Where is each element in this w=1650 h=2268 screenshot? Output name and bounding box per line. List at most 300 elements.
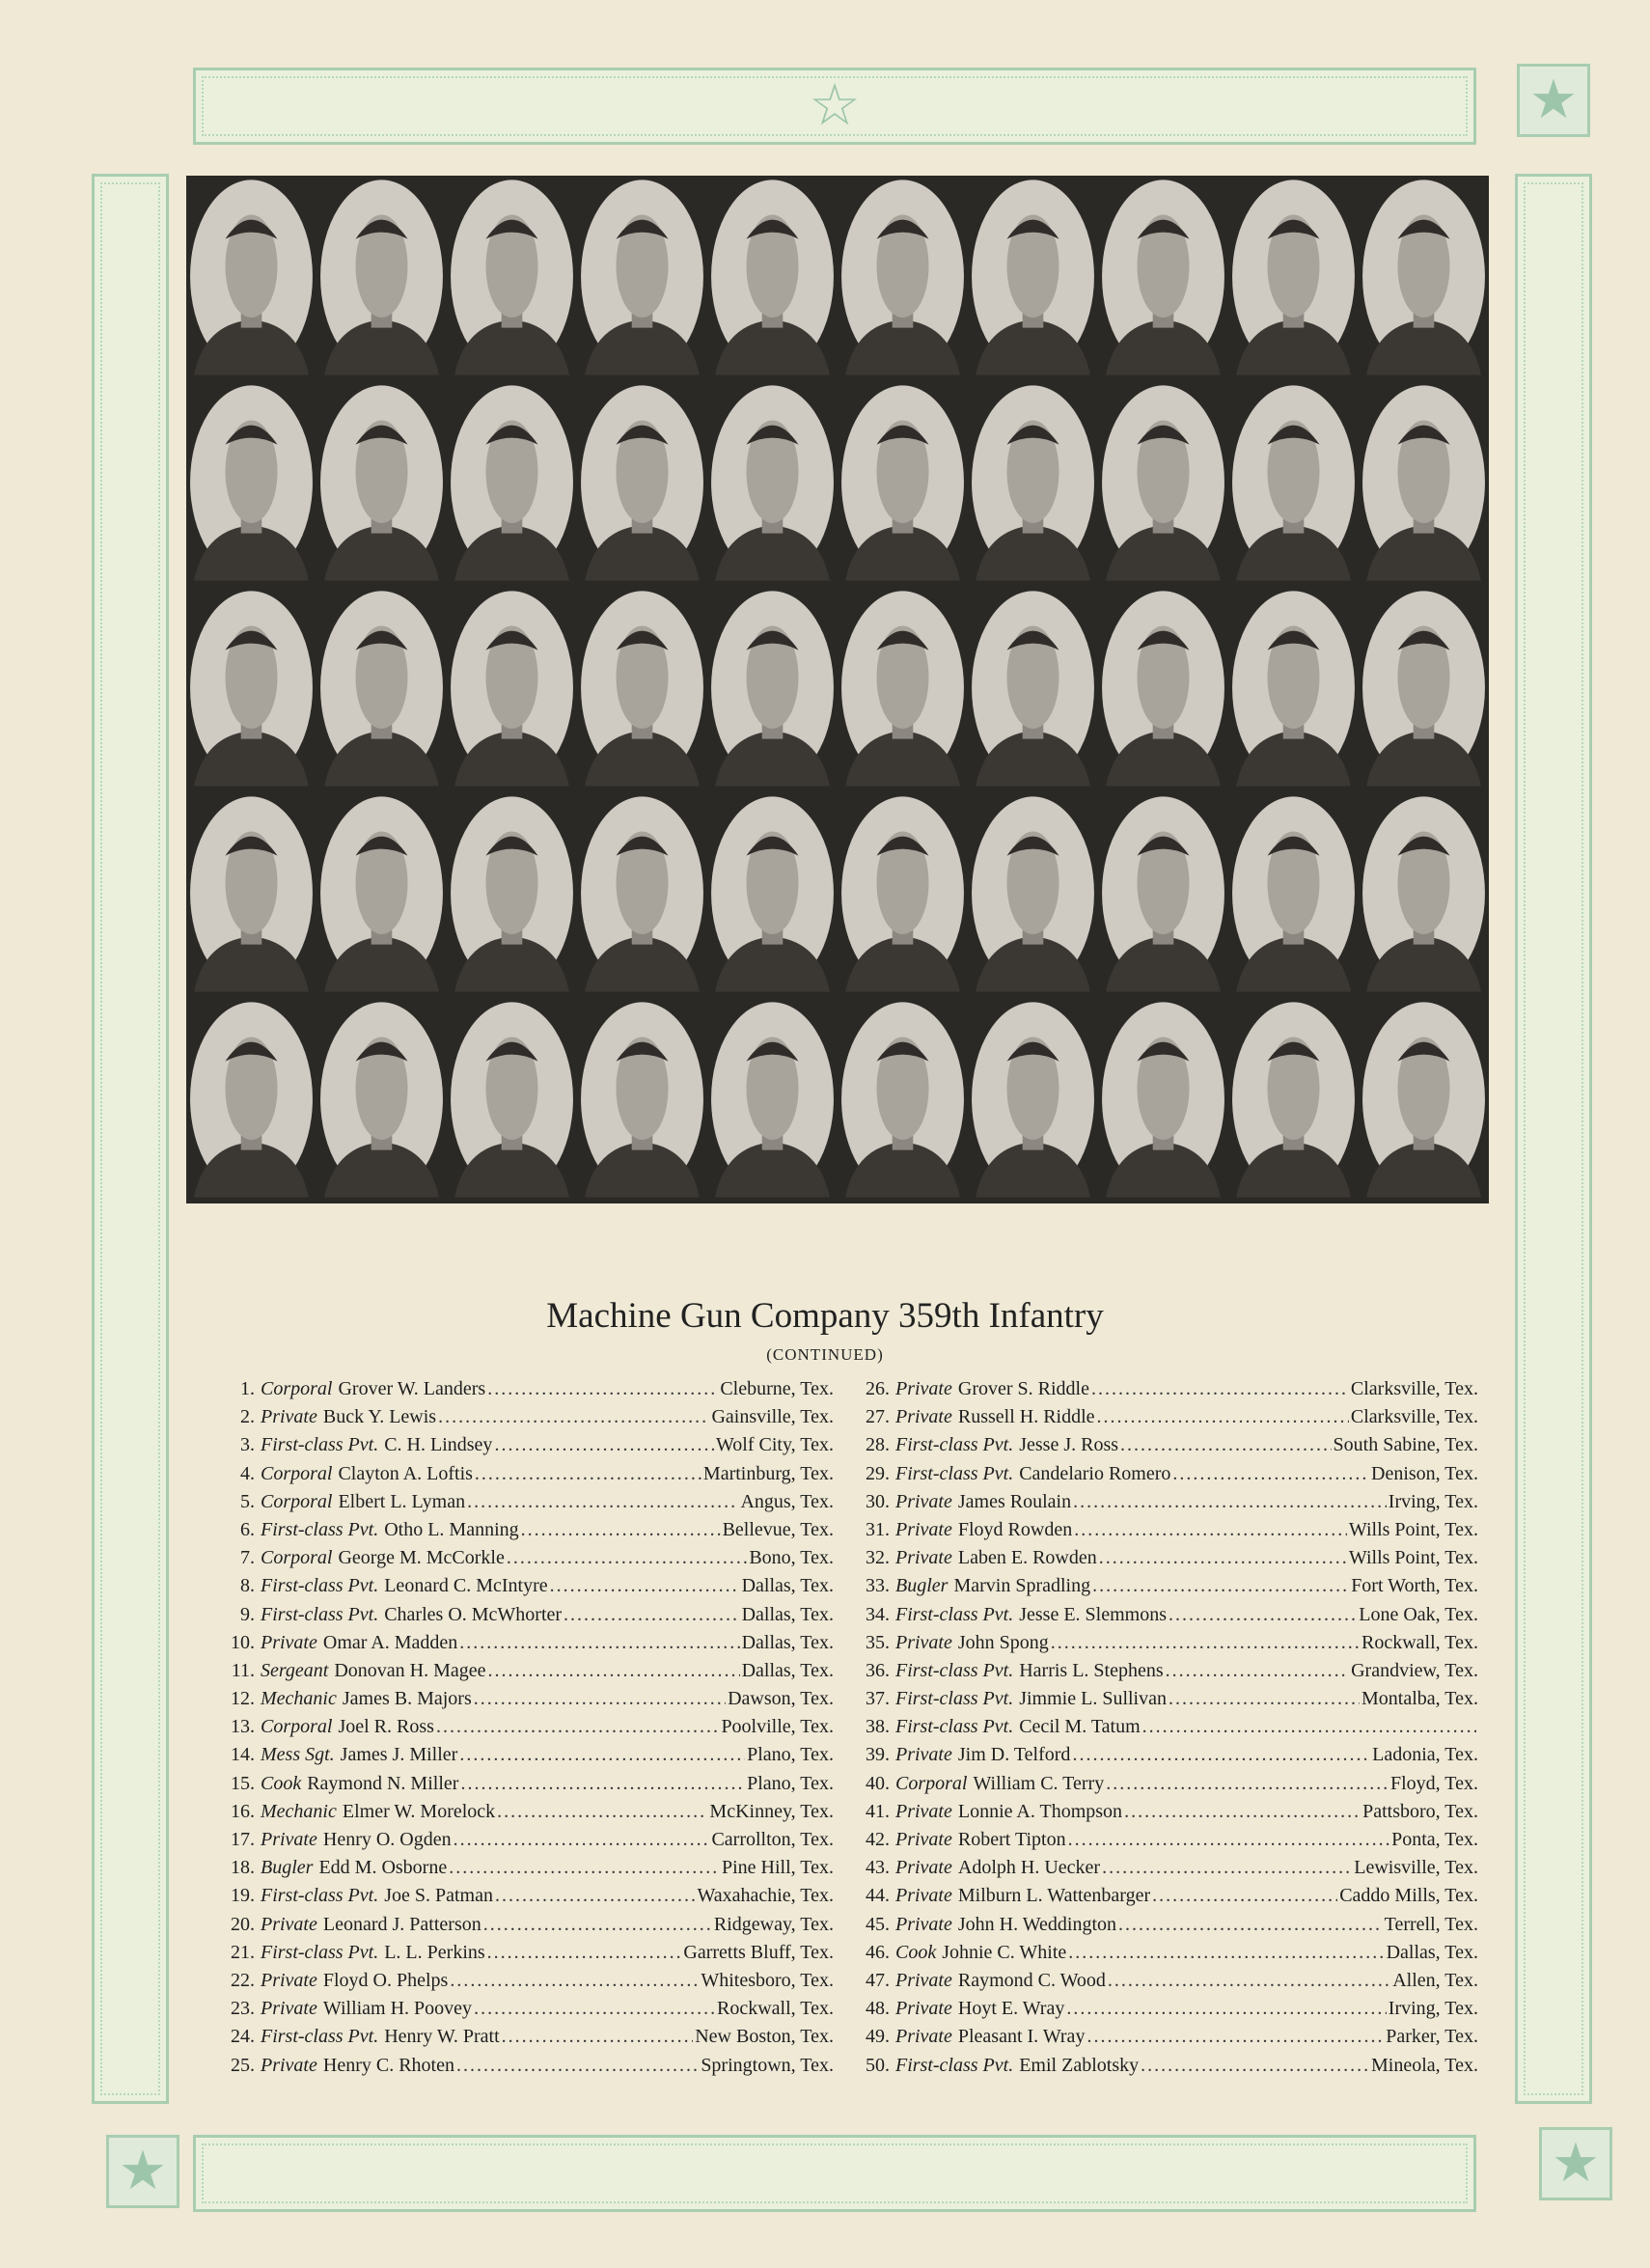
roster-hometown: Poolville, Tex. (721, 1716, 834, 1738)
roster-entry (224, 1773, 834, 1801)
portrait-photo (1102, 385, 1224, 580)
roster-entry (224, 1604, 834, 1632)
roster-name: Milburn L. Wattenbarger (957, 1885, 1151, 1907)
roster-number: 35. (866, 1631, 890, 1653)
portrait-photo (972, 796, 1094, 991)
leader-dots (1166, 1660, 1349, 1682)
roster-entry (224, 1575, 834, 1603)
roster-entry (859, 1801, 1478, 1829)
roster-rank: First-class Pvt. (261, 1885, 379, 1907)
roster-entry (224, 1632, 834, 1660)
portrait-photo (320, 1002, 443, 1197)
roster-name: Raymond C. Wood (957, 1969, 1106, 1991)
roster-name: John Spong (957, 1631, 1049, 1653)
roster-hometown: Ladonia, Tex. (1372, 1744, 1478, 1766)
portrait-photo (972, 180, 1094, 374)
roster-name: Clayton A. Loftis (338, 1462, 473, 1484)
roster-rank: Private (895, 2026, 952, 2048)
roster-number: 7. (240, 1547, 255, 1569)
leader-dots (474, 1688, 726, 1710)
leader-dots (474, 1998, 715, 2020)
roster-hometown: Garretts Bluff, Tex. (683, 1941, 834, 1963)
roster-number: 32. (866, 1547, 890, 1569)
roster-entry (224, 1519, 834, 1547)
roster-name: Jesse J. Ross (1019, 1434, 1119, 1456)
roster-hometown: Floyd, Tex. (1389, 1772, 1478, 1794)
roster-hometown: Gainsville, Tex. (711, 1406, 834, 1428)
roster-entry (859, 1688, 1478, 1716)
portrait-photo (581, 385, 703, 580)
roster-rank: Corporal (261, 1462, 333, 1484)
roster-entry (859, 1406, 1478, 1434)
roster-rank: First-class Pvt. (261, 1575, 379, 1597)
roster-entry (859, 1829, 1478, 1857)
roster-name: Leonard J. Patterson (322, 1913, 481, 1935)
roster-rank: Private (895, 1998, 952, 2020)
portrait-photo (581, 591, 703, 786)
roster-name: Pleasant I. Wray (957, 2026, 1086, 2048)
roster-number: 33. (866, 1575, 890, 1597)
leader-dots (502, 2026, 694, 2048)
roster-hometown: Montalba, Tex. (1361, 1688, 1478, 1710)
roster-name: L. L. Perkins (384, 1941, 485, 1963)
leader-dots (564, 1604, 740, 1626)
leader-dots (497, 1801, 707, 1823)
roster-number: 16. (231, 1800, 255, 1822)
portrait-photo (841, 1002, 964, 1197)
roster-entry (224, 2055, 834, 2083)
roster-hometown: Lone Oak, Tex. (1359, 1603, 1478, 1625)
roster-number: 11. (231, 1659, 255, 1681)
roster-rank: First-class Pvt. (895, 1603, 1014, 1625)
roster-number: 25. (231, 2054, 255, 2076)
roster-name: Donovan H. Magee (334, 1659, 486, 1681)
roster-rank: Mechanic (261, 1688, 337, 1710)
roster-hometown: Parker, Tex. (1386, 2026, 1478, 2048)
roster-number: 27. (866, 1406, 890, 1428)
roster-entry (224, 1463, 834, 1491)
roster-hometown: Ridgeway, Tex. (713, 1913, 834, 1935)
portrait-photo (581, 180, 703, 374)
roster-rank: First-class Pvt. (895, 1434, 1014, 1456)
portrait-photo (711, 591, 834, 786)
bottom-ornamental-border (193, 2135, 1476, 2212)
roster-rank: Bugler (261, 1857, 314, 1879)
portrait-photo (711, 796, 834, 991)
roster-number: 43. (866, 1857, 890, 1879)
roster-hometown: Lewisville, Tex. (1354, 1857, 1478, 1879)
roster-rank: Private (895, 1829, 952, 1850)
roster-number: 12. (231, 1688, 255, 1710)
roster-number: 46. (866, 1941, 890, 1963)
roster-name: Henry O. Ogden (322, 1829, 452, 1850)
roster-name: Elbert L. Lyman (338, 1490, 466, 1512)
portrait-photo (841, 180, 964, 374)
roster-number: 15. (231, 1772, 255, 1794)
roster-number: 44. (866, 1885, 890, 1907)
roster-number: 5. (240, 1490, 255, 1512)
roster-entry (224, 2026, 834, 2054)
roster-name: John H. Weddington (957, 1913, 1117, 1935)
leader-dots (550, 1575, 740, 1597)
portrait-photo (581, 1002, 703, 1197)
leader-dots (1108, 1970, 1390, 1992)
roster-entry (224, 1970, 834, 1998)
portrait-photo (320, 385, 443, 580)
roster-name: Buck Y. Lewis (322, 1406, 437, 1428)
roster-name: Laben E. Rowden (957, 1547, 1097, 1569)
portrait-photo (841, 591, 964, 786)
leader-dots (436, 1716, 720, 1738)
roster-name: William C. Terry (973, 1772, 1105, 1794)
leader-dots (1051, 1632, 1360, 1654)
roster-name: Candelario Romero (1019, 1462, 1171, 1484)
roster-name: Lonnie A. Thompson (957, 1800, 1123, 1822)
roster-name: Grover S. Riddle (957, 1378, 1089, 1399)
roster-column-left (224, 1378, 834, 2083)
roster-name: Jimmie L. Sullivan (1019, 1688, 1167, 1710)
roster-name: William H. Poovey (322, 1998, 473, 2020)
roster-entry (859, 1378, 1478, 1406)
roster-name: Emil Zablotsky (1019, 2054, 1140, 2076)
roster-name: Raymond N. Miller (307, 1772, 459, 1794)
roster-hometown: Irving, Tex. (1388, 1998, 1478, 2020)
roster-number: 40. (866, 1772, 890, 1794)
portrait-photo (1232, 796, 1355, 991)
roster-entry (224, 1829, 834, 1857)
roster-number: 45. (866, 1913, 890, 1935)
left-ornamental-border (92, 174, 169, 2104)
leader-dots (494, 1434, 714, 1456)
roster-hometown: Martinburg, Tex. (702, 1462, 834, 1484)
roster-number: 4. (240, 1462, 255, 1484)
roster-hometown: Irving, Tex. (1388, 1490, 1478, 1512)
roster-rank: Private (895, 1913, 952, 1935)
leader-dots (1141, 2055, 1369, 2077)
roster-hometown: Whitesboro, Tex. (701, 1969, 834, 1991)
roster-rank: Mechanic (261, 1800, 337, 1822)
portrait-photo (1362, 1002, 1485, 1197)
roster-entry (859, 1885, 1478, 1913)
roster-number: 24. (231, 2026, 255, 2048)
portrait-photo (451, 385, 573, 580)
roster-rank: Corporal (261, 1378, 333, 1399)
roster-hometown: Dallas, Tex. (741, 1603, 834, 1625)
leader-dots (1120, 1434, 1332, 1456)
leader-dots (1073, 1491, 1387, 1513)
roster-name: C. H. Lindsey (384, 1434, 493, 1456)
roster-name: Harris L. Stephens (1019, 1659, 1164, 1681)
roster-name: George M. McCorkle (338, 1547, 505, 1569)
roster-entry (859, 1604, 1478, 1632)
portrait-photo (190, 796, 313, 991)
roster-name: Russell H. Riddle (957, 1406, 1095, 1428)
roster-rank: Bugler (895, 1575, 949, 1597)
roster-number: 49. (866, 2026, 890, 2048)
roster-hometown: Dallas, Tex. (741, 1631, 834, 1653)
roster-number: 29. (866, 1462, 890, 1484)
star-icon: ★ (1539, 2127, 1612, 2200)
roster-entry (859, 1716, 1478, 1744)
roster-entry (859, 1942, 1478, 1970)
page-subtitle: (CONTINUED) (766, 1345, 884, 1364)
roster-rank: First-class Pvt. (261, 2026, 379, 2048)
roster-number: 20. (231, 1913, 255, 1935)
roster-name: Floyd O. Phelps (322, 1969, 449, 1991)
leader-dots (1172, 1463, 1369, 1485)
leader-dots (1152, 1885, 1337, 1907)
leader-dots (1142, 1716, 1476, 1738)
leader-dots (521, 1519, 721, 1541)
roster-number: 1. (240, 1378, 255, 1399)
portrait-photo (1102, 180, 1224, 374)
roster-entry (859, 1744, 1478, 1772)
roster-name: Cecil M. Tatum (1019, 1716, 1141, 1738)
roster-hometown: Waxahachie, Tex. (697, 1885, 834, 1907)
roster-number: 19. (231, 1885, 255, 1907)
roster-entry (859, 1575, 1478, 1603)
portrait-photo (451, 591, 573, 786)
leader-dots (1118, 1914, 1383, 1936)
roster-entry (224, 1660, 834, 1688)
leader-dots (459, 1744, 745, 1766)
portrait-photo (1232, 385, 1355, 580)
roster-name: Joel R. Ross (338, 1716, 434, 1738)
roster-entry (224, 1885, 834, 1913)
leader-dots (487, 1942, 682, 1964)
roster-entry (224, 1942, 834, 1970)
leader-dots (450, 1970, 699, 1992)
leader-dots (456, 2055, 699, 2077)
portrait-photo (1362, 796, 1485, 991)
roster-name: Leonard C. McIntyre (384, 1575, 548, 1597)
roster-name: Omar A. Madden (322, 1631, 458, 1653)
portrait-grid-svg (186, 176, 1489, 1203)
roster-rank: Cook (895, 1941, 937, 1963)
portrait-photo (451, 796, 573, 991)
roster-rank: Private (895, 1631, 952, 1653)
roster-entry (224, 1857, 834, 1885)
roster-hometown: Clarksville, Tex. (1350, 1378, 1478, 1399)
portrait-grid (186, 176, 1489, 1203)
leader-dots (1099, 1547, 1347, 1569)
roster-hometown: Dallas, Tex. (1386, 1941, 1478, 1963)
roster-name: Floyd Rowden (957, 1518, 1073, 1540)
star-icon: ☆ (809, 71, 861, 139)
roster-name: Jesse E. Slemmons (1019, 1603, 1167, 1625)
star-icon: ★ (106, 2135, 179, 2208)
leader-dots (488, 1660, 740, 1682)
roster-number: 3. (240, 1434, 255, 1456)
roster-rank: First-class Pvt. (895, 1462, 1014, 1484)
roster-hometown: Dawson, Tex. (728, 1688, 834, 1710)
portrait-photo (451, 1002, 573, 1197)
portrait-photo (972, 591, 1094, 786)
leader-dots (1169, 1688, 1360, 1710)
roster-rank: Private (895, 1969, 952, 1991)
roster-number: 38. (866, 1716, 890, 1738)
roster-rank: Corporal (895, 1772, 968, 1794)
portrait-photo (320, 180, 443, 374)
roster-entry (859, 1857, 1478, 1885)
roster-hometown: Rockwall, Tex. (1361, 1631, 1478, 1653)
top-ornamental-border (193, 68, 1476, 145)
roster-hometown: Bellevue, Tex. (722, 1518, 834, 1540)
roster-rank: Private (895, 1547, 952, 1569)
roster-entry (859, 1773, 1478, 1801)
roster-rank: Mess Sgt. (261, 1744, 335, 1766)
leader-dots (1169, 1604, 1357, 1626)
roster-number: 31. (866, 1518, 890, 1540)
leader-dots (449, 1857, 720, 1879)
roster-number: 34. (866, 1603, 890, 1625)
roster-number: 6. (240, 1518, 255, 1540)
roster-hometown: Fort Worth, Tex. (1351, 1575, 1478, 1597)
roster-hometown: Grandview, Tex. (1351, 1659, 1478, 1681)
leader-dots (1074, 1519, 1347, 1541)
roster-rank: Corporal (261, 1490, 333, 1512)
roster-number: 23. (231, 1998, 255, 2020)
roster-name: Elmer W. Morelock (342, 1800, 496, 1822)
roster-hometown: Carrollton, Tex. (711, 1829, 834, 1850)
roster-number: 28. (866, 1434, 890, 1456)
roster-hometown: New Boston, Tex. (695, 2026, 834, 2048)
portrait-photo (1102, 591, 1224, 786)
roster-rank: First-class Pvt. (895, 1688, 1014, 1710)
leader-dots (1068, 1829, 1390, 1851)
roster-rank: First-class Pvt. (261, 1941, 379, 1963)
roster-name: Joe S. Patman (384, 1885, 493, 1907)
roster-entry (224, 1744, 834, 1772)
portrait-photo (1362, 180, 1485, 374)
roster-hometown: Mineola, Tex. (1371, 2054, 1478, 2076)
portrait-photo (1362, 385, 1485, 580)
roster-hometown: Clarksville, Tex. (1350, 1406, 1478, 1428)
leader-dots (460, 1773, 745, 1795)
roster-entry (224, 1688, 834, 1716)
roster-number: 18. (231, 1857, 255, 1879)
roster-hometown: Angus, Tex. (740, 1490, 834, 1512)
roster-rank: First-class Pvt. (261, 1518, 379, 1540)
leader-dots (1072, 1744, 1370, 1766)
star-icon: ★ (1517, 64, 1590, 137)
portrait-photo (320, 591, 443, 786)
roster-hometown: South Sabine, Tex. (1333, 1434, 1478, 1456)
roster-rank: Private (261, 1998, 317, 2020)
leader-dots (467, 1491, 738, 1513)
roster-number: 22. (231, 1969, 255, 1991)
roster-hometown: Bono, Tex. (749, 1547, 834, 1569)
portrait-photo (190, 1002, 313, 1197)
roster-entry (859, 1632, 1478, 1660)
roster-column-right (859, 1378, 1478, 2083)
roster-rank: Cook (261, 1772, 302, 1794)
leader-dots (487, 1378, 718, 1400)
roster-entry (859, 2055, 1478, 2083)
roster-rank: Private (895, 1800, 952, 1822)
roster-name: Jim D. Telford (957, 1744, 1071, 1766)
roster-name: James Roulain (957, 1490, 1072, 1512)
roster-rank: Sergeant (261, 1659, 329, 1681)
roster-number: 37. (866, 1688, 890, 1710)
portrait-photo (320, 796, 443, 991)
roster-hometown: Pattsboro, Tex. (1362, 1800, 1478, 1822)
leader-dots (1124, 1801, 1361, 1823)
roster-name: Henry C. Rhoten (322, 2054, 454, 2076)
roster-rank: First-class Pvt. (261, 1434, 379, 1456)
portrait-photo (972, 385, 1094, 580)
leader-dots (1092, 1575, 1349, 1597)
roster-name: James B. Majors (342, 1688, 472, 1710)
leader-dots (1091, 1378, 1349, 1400)
roster-entry (224, 1406, 834, 1434)
leader-dots (507, 1547, 747, 1569)
roster-name: Marvin Spradling (953, 1575, 1091, 1597)
roster-hometown: McKinney, Tex. (709, 1800, 834, 1822)
roster-rank: Private (895, 1378, 952, 1399)
roster-rank: First-class Pvt. (895, 2054, 1014, 2076)
roster-rank: First-class Pvt. (895, 1716, 1014, 1738)
roster-rank: Private (261, 1913, 317, 1935)
leader-dots (438, 1406, 709, 1428)
leader-dots (495, 1885, 695, 1907)
roster-number: 9. (240, 1603, 255, 1625)
roster-entry (859, 1463, 1478, 1491)
roster-number: 50. (866, 2054, 890, 2076)
roster-name: James J. Miller (340, 1744, 458, 1766)
roster-rank: Private (261, 1406, 317, 1428)
roster-rank: First-class Pvt. (895, 1659, 1014, 1681)
roster-hometown: Dallas, Tex. (741, 1575, 834, 1597)
roster-hometown: Terrell, Tex. (1384, 1913, 1478, 1935)
roster-hometown: Plano, Tex. (747, 1744, 834, 1766)
roster-entry (859, 1660, 1478, 1688)
roster-entry (859, 1434, 1478, 1462)
leader-dots (459, 1632, 739, 1654)
portrait-photo (451, 180, 573, 374)
right-ornamental-border (1515, 174, 1592, 2104)
portrait-photo (581, 796, 703, 991)
roster-entry (224, 1801, 834, 1829)
roster-entry (859, 1914, 1478, 1942)
roster-number: 2. (240, 1406, 255, 1428)
portrait-photo (1232, 591, 1355, 786)
roster-rank: Corporal (261, 1716, 333, 1738)
roster-entry (859, 1519, 1478, 1547)
portrait-photo (1232, 180, 1355, 374)
page-title: Machine Gun Company 359th Infantry (546, 1296, 1104, 1336)
leader-dots (1102, 1857, 1352, 1879)
roster-entry (224, 1491, 834, 1519)
roster-rank: Private (895, 1857, 952, 1879)
roster-number: 13. (231, 1716, 255, 1738)
roster-hometown: Wills Point, Tex. (1348, 1518, 1478, 1540)
roster-rank: Private (895, 1885, 952, 1907)
roster-name: Edd M. Osborne (318, 1857, 448, 1879)
portrait-photo (190, 591, 313, 786)
roster-hometown: Caddo Mills, Tex. (1339, 1885, 1478, 1907)
portrait-photo (841, 385, 964, 580)
portrait-photo (1362, 591, 1485, 786)
roster-hometown: Cleburne, Tex. (720, 1378, 834, 1399)
roster-name: Robert Tipton (957, 1829, 1066, 1850)
roster-hometown: Wills Point, Tex. (1348, 1547, 1478, 1569)
roster-number: 42. (866, 1829, 890, 1850)
portrait-photo (972, 1002, 1094, 1197)
roster-number: 17. (231, 1829, 255, 1850)
portrait-photo (190, 385, 313, 580)
portrait-photo (711, 180, 834, 374)
